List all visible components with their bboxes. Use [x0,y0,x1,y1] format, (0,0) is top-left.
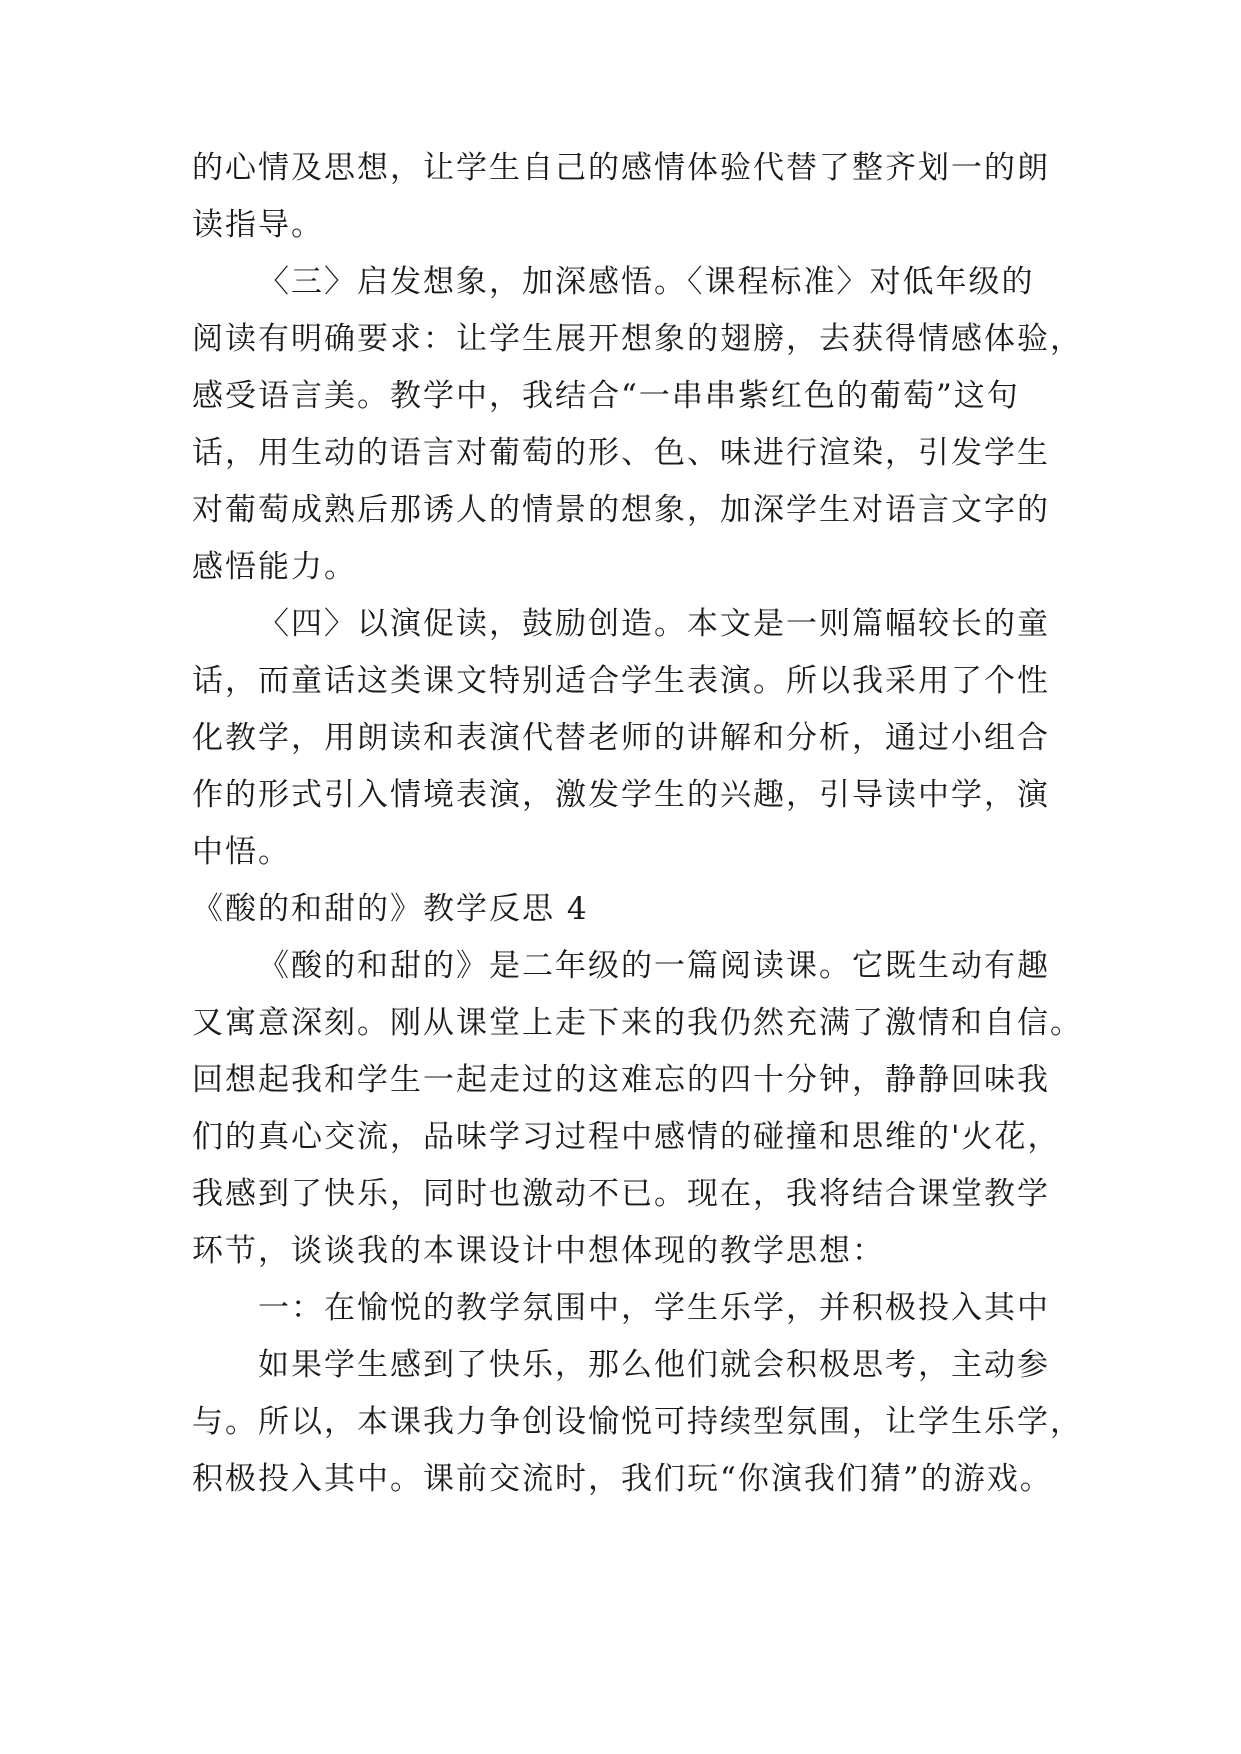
text-line-6: 话，用生动的语言对葡萄的形、色、味进行渲染，引发学生 [192,435,1050,471]
text-line-11: 化教学，用朗读和表演代替老师的讲解和分析，通过小组合 [192,720,1050,756]
text-line-20: 环节，谈谈我的本课设计中想体现的教学思想： [192,1233,885,1269]
text-line-4: 阅读有明确要求：让学生展开想象的翅膀，去获得情感体验， [192,321,1083,357]
text-line-19: 我感到了快乐，同时也激动不已。现在，我将结合课堂教学 [192,1176,1050,1212]
text-line-21: 一：在愉悦的教学氛围中，学生乐学，并积极投入其中 [258,1290,1050,1326]
text-line-15: 《酸的和甜的》是二年级的一篇阅读课。它既生动有趣 [258,948,1050,984]
text-line-7: 对葡萄成熟后那诱人的情景的想象，加深学生对语言文字的 [192,492,1050,528]
text-line-22: 如果学生感到了快乐，那么他们就会积极思考，主动参 [258,1347,1050,1383]
text-line-13: 中悟。 [192,834,291,870]
text-line-17: 回想起我和学生一起走过的这难忘的四十分钟，静静回味我 [192,1062,1050,1098]
text-line-9: 〈四〉以演促读，鼓励创造。本文是一则篇幅较长的童 [258,606,1050,642]
text-line-16: 又寓意深刻。刚从课堂上走下来的我仍然充满了激情和自信。 [192,1005,1083,1041]
text-line-3: 〈三〉启发想象，加深感悟。〈课程标准〉对低年级的 [258,264,1035,300]
text-line-23: 与。所以，本课我力争创设愉悦可持续型氛围，让学生乐学， [192,1404,1083,1440]
text-line-2: 读指导。 [192,207,324,243]
text-line-18: 们的真心交流，品味学习过程中感情的碰撞和思维的'火花， [192,1119,1061,1155]
text-line-12: 作的形式引入情境表演，激发学生的兴趣，引导读中学，演 [192,777,1050,813]
section-heading: 《酸的和甜的》教学反思 4 [192,891,589,927]
text-line-24: 积极投入其中。课前交流时，我们玩“你演我们猜”的游戏。 [192,1461,1053,1497]
text-line-10: 话，而童话这类课文特别适合学生表演。所以我采用了个性 [192,663,1050,699]
text-line-5: 感受语言美。教学中，我结合“一串串紫红色的葡萄”这句 [192,378,1020,414]
text-line-1: 的心情及思想，让学生自己的感情体验代替了整齐划一的朗 [192,150,1050,186]
text-line-8: 感悟能力。 [192,549,357,585]
